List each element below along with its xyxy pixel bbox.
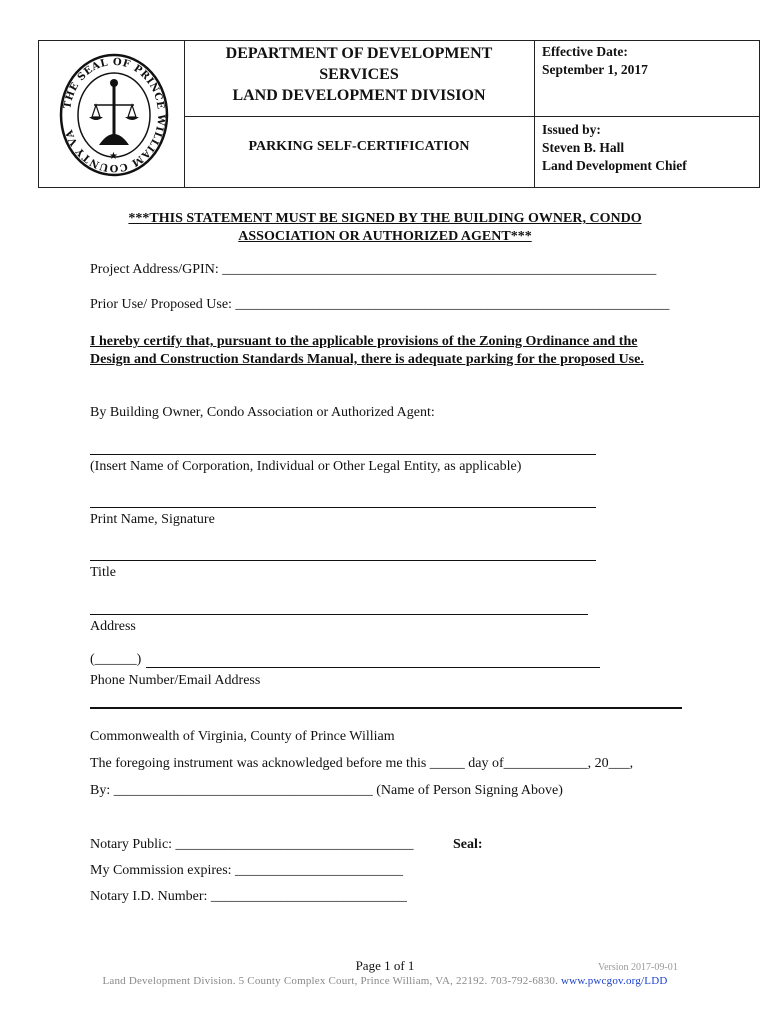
effective-date-label: Effective Date: — [542, 44, 628, 59]
entity-name-label: (Insert Name of Corporation, Individual or Other Legal Entity, as applicable) — [90, 459, 522, 474]
page-number: Page 1 of 1 — [355, 958, 415, 973]
certification-text: I hereby certify that, pursuant to the applicable provisions of the Zoning Ordinance and the Design and Construction Standards Manual, there is adequate parking for the proposed Use. — [90, 334, 644, 367]
issued-by-name: Steven B. Hall — [542, 140, 625, 155]
header-divider — [534, 41, 535, 187]
commonwealth-statement: Commonwealth of Virginia, County of Prince William — [90, 729, 395, 744]
statement-line: ***THIS STATEMENT MUST BE SIGNED BY THE BUILDING OWNER, CONDO — [128, 211, 642, 226]
title-line[interactable] — [90, 560, 596, 561]
svg-text:★: ★ — [109, 151, 118, 162]
phone-email-line[interactable] — [146, 667, 600, 668]
commission-expires-line[interactable]: My Commission expires: ________________________ — [90, 863, 404, 878]
print-name-signature-line[interactable] — [90, 507, 596, 508]
seal-ring-text: THE SEAL OF PRINCE WILLIAM COUNTY VA — [62, 56, 167, 174]
department-line: SERVICES — [319, 66, 399, 83]
address-line[interactable] — [90, 614, 588, 615]
statement-line: ASSOCIATION OR AUTHORIZED AGENT*** — [238, 229, 532, 244]
entity-name-line[interactable] — [90, 454, 596, 455]
effective-date-block — [542, 43, 648, 79]
department-line: LAND DEVELOPMENT DIVISION — [232, 87, 486, 104]
signer-name-line[interactable]: By: _____________________________________ (Name of Person Signing Above) — [90, 783, 563, 798]
form-title: PARKING SELF-CERTIFICATION — [248, 139, 470, 154]
county-seal-logo — [59, 53, 169, 177]
issued-by-block — [542, 121, 687, 175]
department-line: DEPARTMENT OF DEVELOPMENT — [225, 45, 493, 62]
signatory-intro: By Building Owner, Condo Association or Authorized Agent: — [90, 405, 435, 420]
effective-date-value: September 1, 2017 — [542, 62, 648, 77]
header-divider — [184, 41, 185, 187]
website-link[interactable]: www.pwcgov.org/LDD — [561, 975, 668, 987]
section-divider — [90, 707, 682, 709]
footer-address-text: Land Development Division. 5 County Complex Court, Prince William, VA, 22192. 703-792-6830. — [102, 975, 559, 987]
issued-by-label: Issued by: — [542, 122, 601, 137]
notary-id-line[interactable]: Notary I.D. Number: ____________________________ — [90, 889, 407, 904]
acknowledgement-line[interactable]: The foregoing instrument was acknowledged before me this _____ day of____________, 20___, — [90, 756, 634, 771]
title-label: Title — [90, 565, 116, 580]
seal-label: Seal: — [453, 837, 483, 852]
notary-public-line[interactable]: Notary Public: __________________________________ — [90, 837, 414, 852]
phone-email-label: Phone Number/Email Address — [90, 673, 261, 688]
project-address-field[interactable]: Project Address/GPIN: ______________________________________________________________ — [90, 262, 657, 277]
signature-requirement-statement — [60, 210, 710, 246]
address-label: Address — [90, 619, 136, 634]
version-label: Version 2017-09-01 — [598, 962, 678, 973]
department-title — [186, 43, 532, 106]
prior-use-field[interactable]: Prior Use/ Proposed Use: ______________________________________________________________ — [90, 297, 670, 312]
print-name-signature-label: Print Name, Signature — [90, 512, 215, 527]
phone-area-code[interactable]: (______) — [90, 652, 142, 667]
header-table — [38, 40, 760, 188]
issued-by-title: Land Development Chief — [542, 158, 687, 173]
header-divider — [184, 116, 759, 117]
footer-address — [0, 975, 770, 987]
